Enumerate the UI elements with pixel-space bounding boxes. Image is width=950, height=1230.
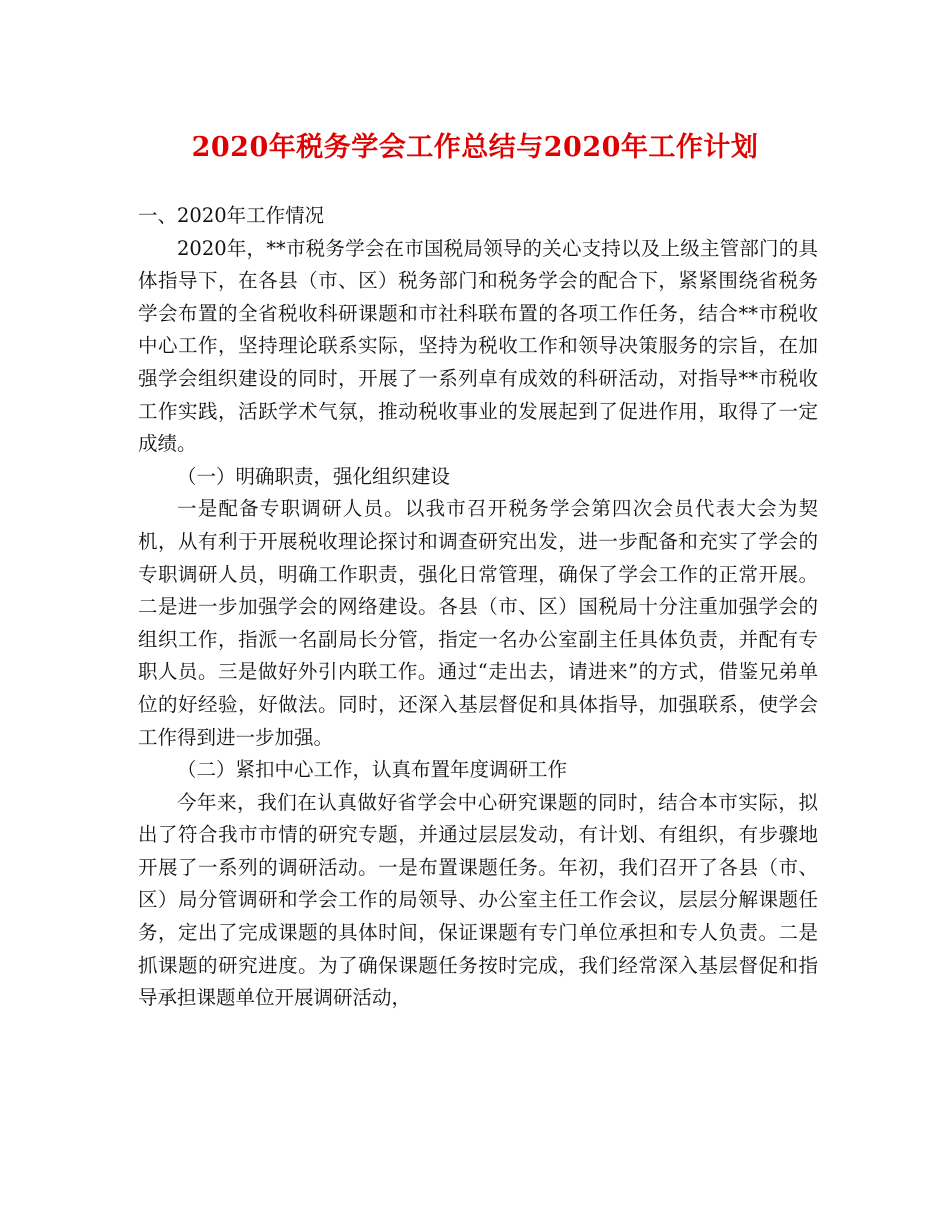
section-heading-1: 一、2020年工作情况 [138,204,325,227]
sub-heading-2: （二）紧扣中心工作，认真布置年度调研工作 [177,758,568,782]
document-title: 2020年税务学会工作总结与2020年工作计划 [191,132,759,163]
sub-heading-1: （一）明确职责，强化组织建设 [177,464,451,488]
document-body [138,200,818,1015]
paragraph-2: 一是配备专职调研人员。以我市召开税务学会第四次会员代表大会为契机，从有利于开展税收理论探讨和调查研究出发，进一步配备和充实了学会的专职调研人员，明确工作职责，强化日常管理，确保了学会工作的正常开展。二是进一步加强学会的网络建设。各县（市、区）国税局十分注重加强学会的组织工作，指派一名副局长分管，指定一名办公室副主任具体负责，并配有专职人员。三是做好外引内联工作。通过“走出去，请进来”的方式，借鉴兄弟单位的好经验，好做法。同时，还深入基层督促和具体指导，加强联系，使学会工作得到进一步加强。 [138,497,818,749]
paragraph-3: 今年来，我们在认真做好省学会中心研究课题的同时，结合本市实际，拟出了符合我市市情的研究专题，并通过层层发动，有计划、有组织，有步骤地开展了一系列的调研活动。一是布置课题任务。年初，我们召开了各县（市、区）局分管调研和学会工作的局领导、办公室主任工作会议，层层分解课题任务，定出了完成课题的具体时间，保证课题有专门单位承担和专人负责。二是抓课题的研究进度。为了确保课题任务按时完成，我们经常深入基层督促和指导承担课题单位开展调研活动， [138,790,818,1010]
paragraph-1: 2020年，**市税务学会在市国税局领导的关心支持以及上级主管部门的具体指导下，在各县（市、区）税务部门和税务学会的配合下，紧紧围绕省税务学会布置的全省税收科研课题和市社科联布置的各项工作任务，结合**市税收中心工作，坚持理论联系实际，坚持为税收工作和领导决策服务的宗旨，在加强学会组织建设的同时，开展了一系列卓有成效的科研活动，对指导**市税收工作实践，活跃学术气氛，推动税收事业的发展起到了促进作用，取得了一定成绩。 [138,236,818,456]
